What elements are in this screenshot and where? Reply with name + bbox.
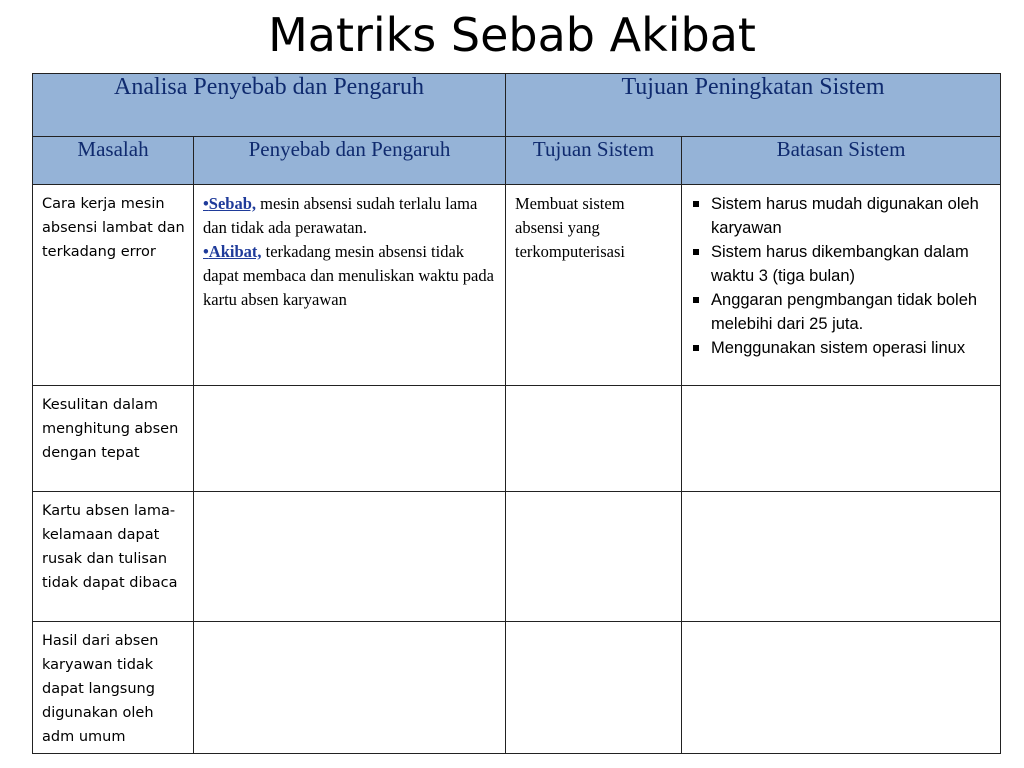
table-row: [33, 492, 1001, 622]
square-bullet-icon: [693, 249, 699, 255]
column-header-batasan: Batasan Sistem: [682, 137, 1001, 185]
table-row: [33, 185, 1001, 386]
batasan-list: [692, 192, 994, 360]
akibat-line: •Akibat, terkadang mesin absensi tidak dapat membaca dan menuliskan waktu pada kartu absen karyawan: [203, 242, 494, 309]
sebab-text: mesin absensi sudah terlalu lama dan tidak ada perawatan.: [203, 194, 478, 237]
square-bullet-icon: [693, 201, 699, 207]
square-bullet-icon: [693, 297, 699, 303]
list-item: Anggaran pengmbangan tidak boleh melebihi dari 25 juta.: [692, 288, 994, 336]
column-header-masalah: Masalah: [33, 137, 194, 185]
tujuan-cell: Membuat sistem absensi yang terkomputerisasi: [506, 185, 682, 386]
masalah-cell: Cara kerja mesin absensi lambat dan terkadang error: [33, 185, 194, 386]
akibat-text: terkadang mesin absensi tidak dapat membaca dan menuliskan waktu pada kartu absen karyawan: [203, 242, 494, 309]
column-header-row: [33, 137, 1001, 185]
page-title: Matriks Sebab Akibat: [268, 8, 756, 62]
batasan-cell: [682, 185, 1001, 386]
table-row: [33, 622, 1001, 754]
group-header-analysis: Analisa Penyebab dan Pengaruh: [33, 74, 506, 137]
akibat-label: Akibat,: [208, 242, 262, 261]
batasan-cell: [682, 492, 1001, 622]
batasan-cell: [682, 622, 1001, 754]
square-bullet-icon: [693, 345, 699, 351]
masalah-cell: Kesulitan dalam menghitung absen dengan tepat: [33, 386, 194, 492]
list-item: Sistem harus dikembangkan dalam waktu 3 (tiga bulan): [692, 240, 994, 288]
sebab-line: •Sebab, mesin absensi sudah terlalu lama dan tidak ada perawatan.: [203, 194, 478, 237]
group-header-row: [33, 74, 1001, 137]
penyebab-cell: [194, 185, 506, 386]
table-row: [33, 386, 1001, 492]
penyebab-cell: [194, 492, 506, 622]
penyebab-cell: [194, 622, 506, 754]
tujuan-cell: [506, 492, 682, 622]
sebab-label: Sebab,: [208, 194, 257, 213]
tujuan-cell: [506, 386, 682, 492]
list-item: Sistem harus mudah digunakan oleh karyawan: [692, 192, 994, 240]
masalah-cell: Kartu absen lama-kelamaan dapat rusak dan tulisan tidak dapat dibaca: [33, 492, 194, 622]
list-item: Menggunakan sistem operasi linux: [692, 336, 994, 360]
column-header-penyebab: Penyebab dan Pengaruh: [194, 137, 506, 185]
masalah-cell: Hasil dari absen karyawan tidak dapat langsung digunakan oleh adm umum: [33, 622, 194, 754]
cause-effect-matrix: [32, 73, 1001, 754]
group-header-improvement: Tujuan Peningkatan Sistem: [506, 74, 1001, 137]
batasan-cell: [682, 386, 1001, 492]
penyebab-cell: [194, 386, 506, 492]
column-header-tujuan: Tujuan Sistem: [506, 137, 682, 185]
tujuan-cell: [506, 622, 682, 754]
